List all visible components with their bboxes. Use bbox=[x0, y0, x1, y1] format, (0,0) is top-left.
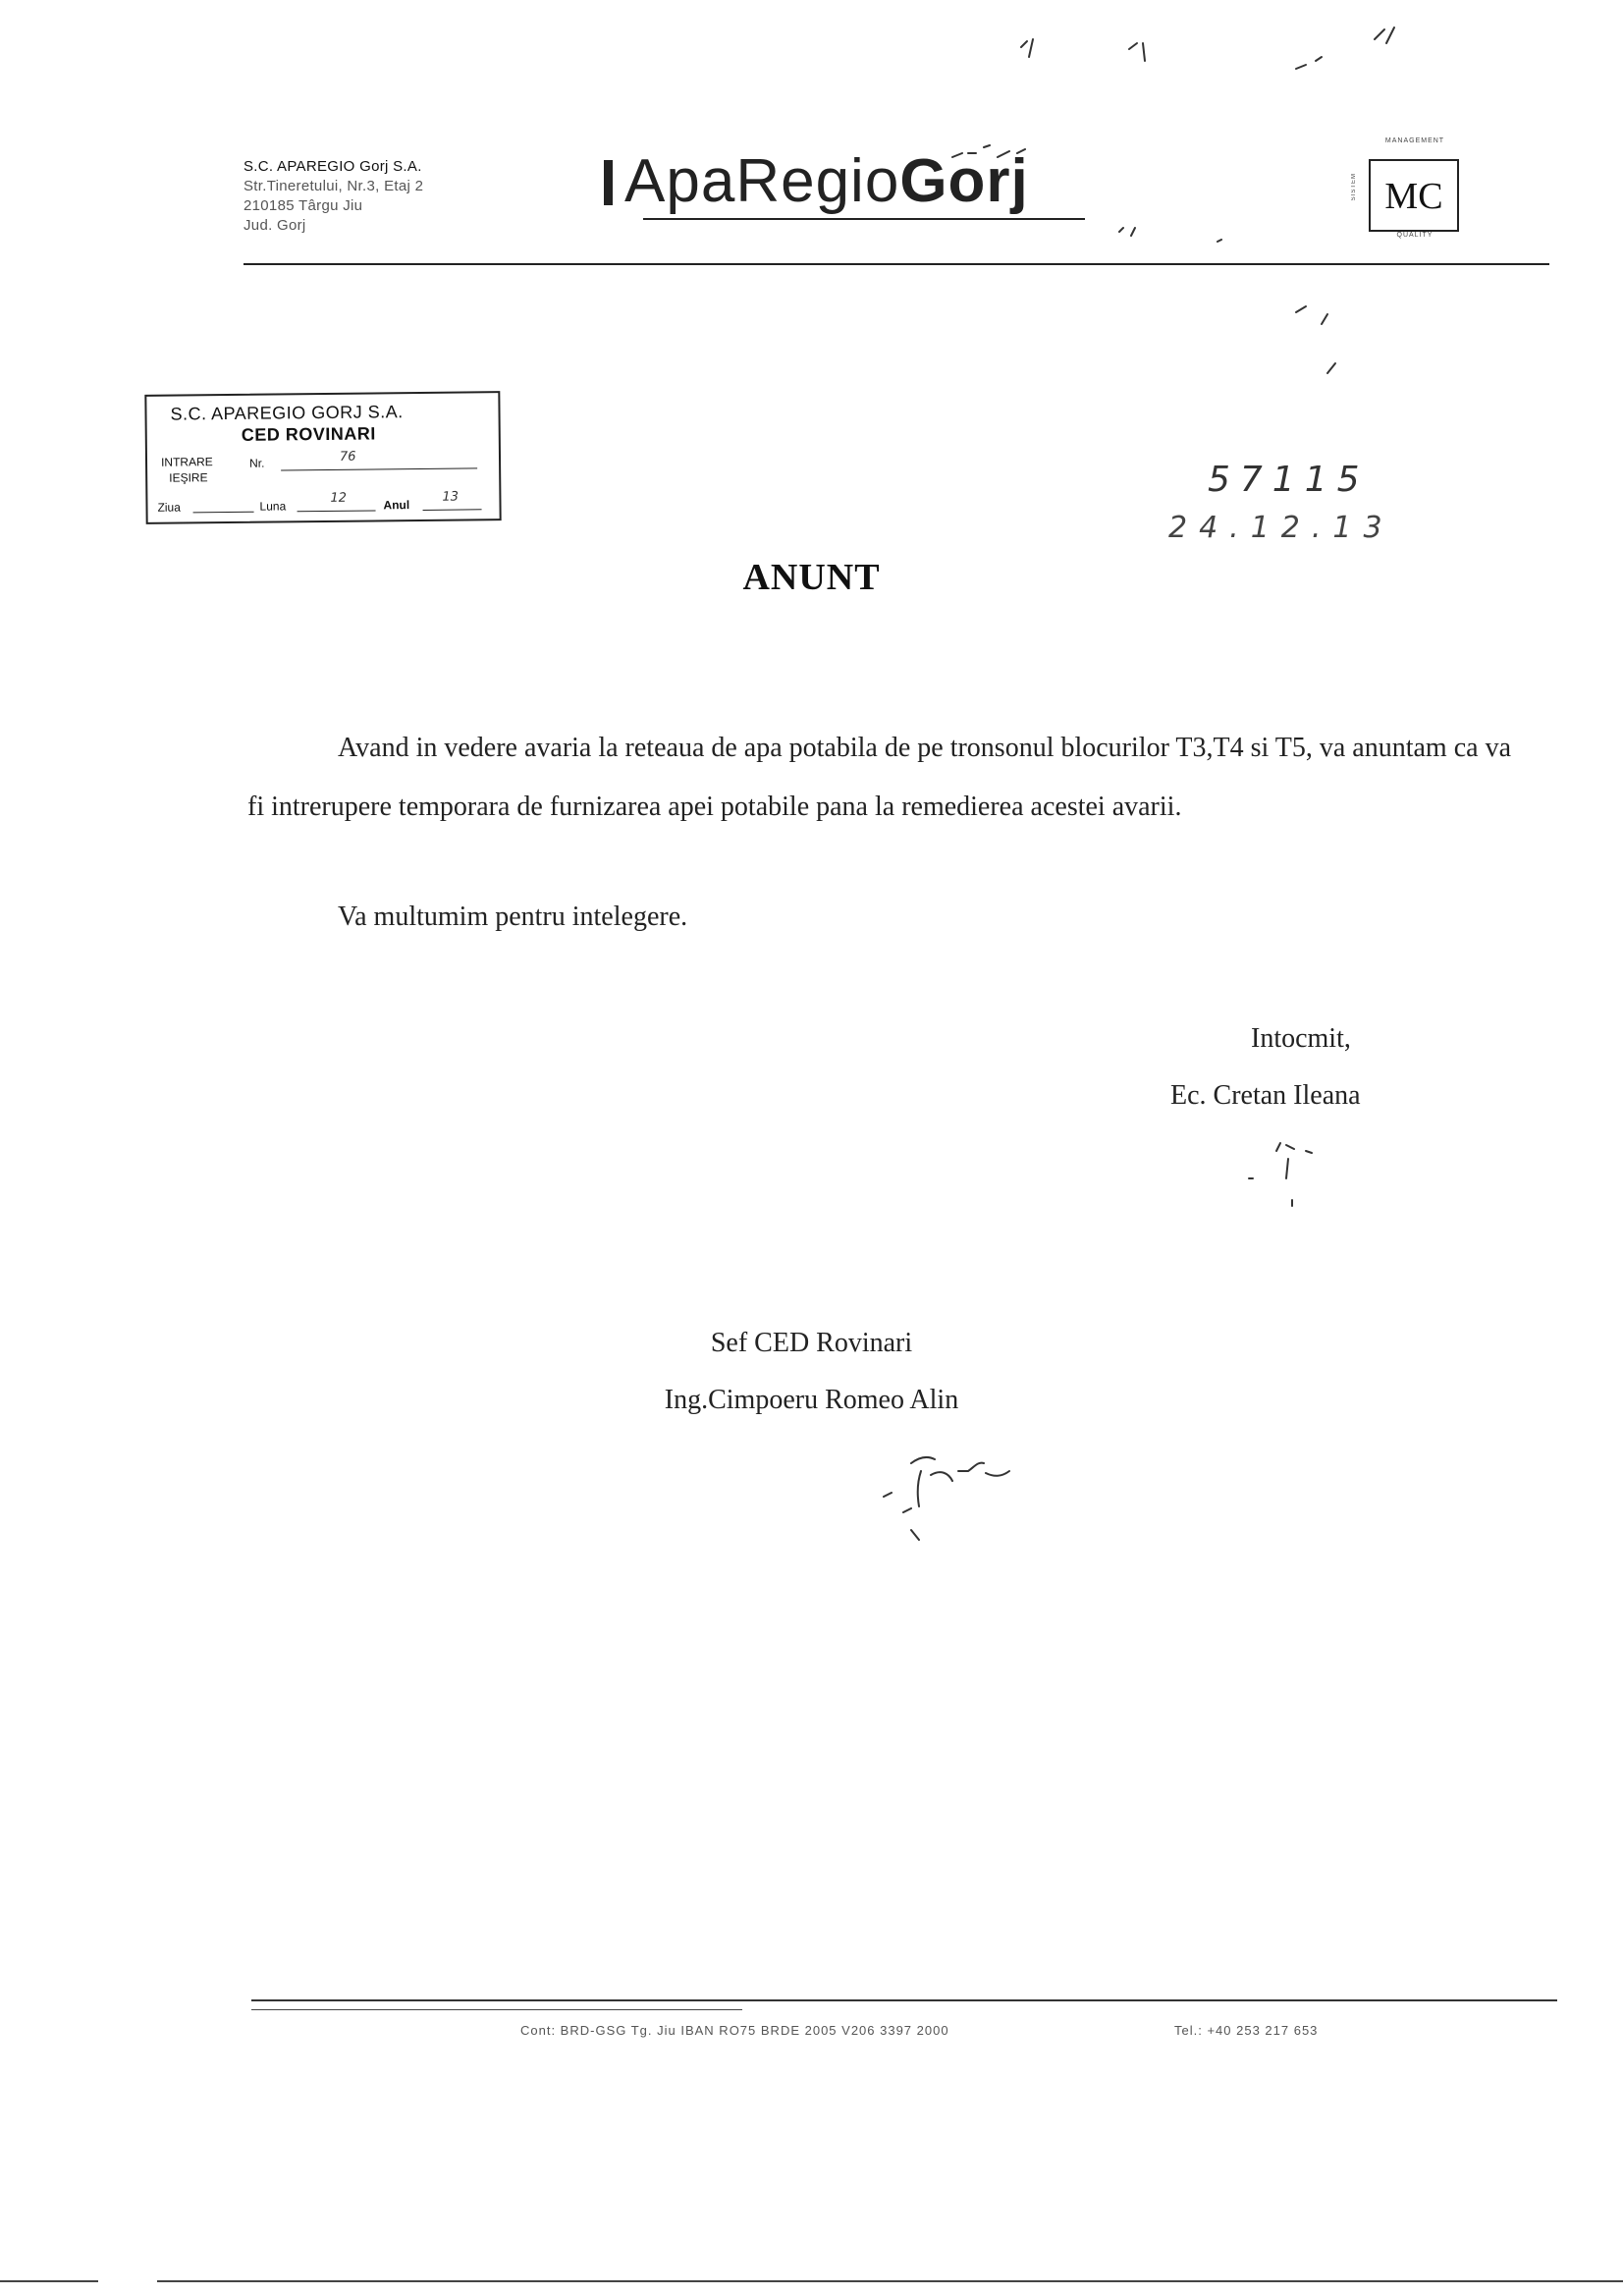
prepared-by-name: Ec. Cretan Ileana bbox=[1170, 1080, 1361, 1111]
page-bottom-edge bbox=[0, 2280, 1623, 2282]
stamp-unit: CED ROVINARI bbox=[241, 423, 376, 445]
cert-bottom-text: QUALITY bbox=[1396, 232, 1434, 239]
cretan-signature bbox=[1249, 1143, 1312, 1206]
approver-title: Sef CED Rovinari bbox=[710, 1328, 913, 1358]
page-bottom-edge-gap bbox=[98, 2278, 157, 2284]
stamp-anul-line bbox=[423, 509, 482, 511]
footer-divider-thin bbox=[251, 2009, 742, 2010]
cert-box bbox=[1369, 159, 1459, 232]
company-street: Str.Tineretului, Nr.3, Etaj 2 bbox=[243, 178, 424, 194]
thanks-line: Va multumim pentru intelegere. bbox=[338, 902, 688, 932]
prepared-by-label: Intocmit, bbox=[1251, 1023, 1351, 1054]
top-scribble-2 bbox=[1129, 43, 1145, 61]
stamp-luna-line bbox=[298, 510, 376, 512]
handwritten-registration-date: 24.12.13 bbox=[1168, 511, 1394, 545]
handwritten-registration-number: 57115 bbox=[1208, 460, 1370, 500]
footer-phone: Tel.: +40 253 217 653 bbox=[1174, 2023, 1319, 2038]
footer-divider bbox=[251, 1999, 1557, 2001]
top-scribble-4 bbox=[1375, 27, 1394, 43]
stamp-luna-value: 12 bbox=[330, 490, 348, 506]
approver-name: Ing.Cimpoeru Romeo Alin bbox=[664, 1385, 959, 1415]
stamp-nr-label: Nr. bbox=[248, 456, 265, 470]
stamp-anul-label: Anul bbox=[383, 498, 410, 513]
certification-mark bbox=[1347, 137, 1483, 246]
header-divider bbox=[243, 263, 1549, 265]
stamp-nr-value: 76 bbox=[339, 449, 356, 465]
registration-stamp bbox=[144, 391, 501, 524]
header-scribble bbox=[1119, 228, 1221, 242]
stamp-nr-line bbox=[281, 467, 477, 470]
stamp-iesire-label: IEŞIRE bbox=[169, 470, 208, 485]
cimpoeru-signature bbox=[884, 1457, 1009, 1540]
brand-underline bbox=[643, 218, 1085, 220]
stamp-luna-label: Luna bbox=[259, 499, 287, 514]
cert-side-text: SISTEM bbox=[1351, 173, 1357, 201]
cert-letters: MC bbox=[1384, 176, 1443, 217]
company-name: S.C. APAREGIO Gorj S.A. bbox=[243, 158, 422, 175]
brand-logo bbox=[604, 147, 1029, 216]
announcement-body bbox=[247, 719, 1514, 837]
cert-top-text: MANAGEMENT bbox=[1384, 137, 1445, 144]
stamp-anul-value: 13 bbox=[442, 489, 460, 505]
logo-mark-icon bbox=[604, 160, 613, 205]
stamp-intrare-label: INTRARE bbox=[160, 455, 213, 469]
side-scribble bbox=[1296, 306, 1335, 373]
top-scribble-1 bbox=[1021, 39, 1033, 57]
stamp-company: S.C. APAREGIO GORJ S.A. bbox=[170, 402, 404, 424]
footer-bank-info: Cont: BRD-GSG Tg. Jiu IBAN RO75 BRDE 2005 V206 3397 2000 bbox=[520, 2023, 949, 2038]
brand-region: Gorj bbox=[899, 147, 1029, 215]
stamp-ziua-label: Ziua bbox=[157, 500, 181, 515]
top-scribble-3 bbox=[1296, 57, 1322, 69]
company-postal-city: 210185 Târgu Jiu bbox=[243, 197, 363, 214]
company-address bbox=[243, 157, 423, 236]
stamp-ziua-line bbox=[193, 512, 254, 514]
company-county: Jud. Gorj bbox=[243, 217, 306, 234]
brand-name: ApaRegio bbox=[624, 147, 900, 215]
announcement-paragraph: Avand in vedere avaria la reteaua de apa potabila de pe tronsonul blocurilor T3,T4 si T5, va anuntam ca va fi intrerupere temporara de furnizarea apei potabile pana la remedierea acestei avarii. bbox=[247, 733, 1511, 822]
document-title: ANUNT bbox=[742, 557, 881, 598]
